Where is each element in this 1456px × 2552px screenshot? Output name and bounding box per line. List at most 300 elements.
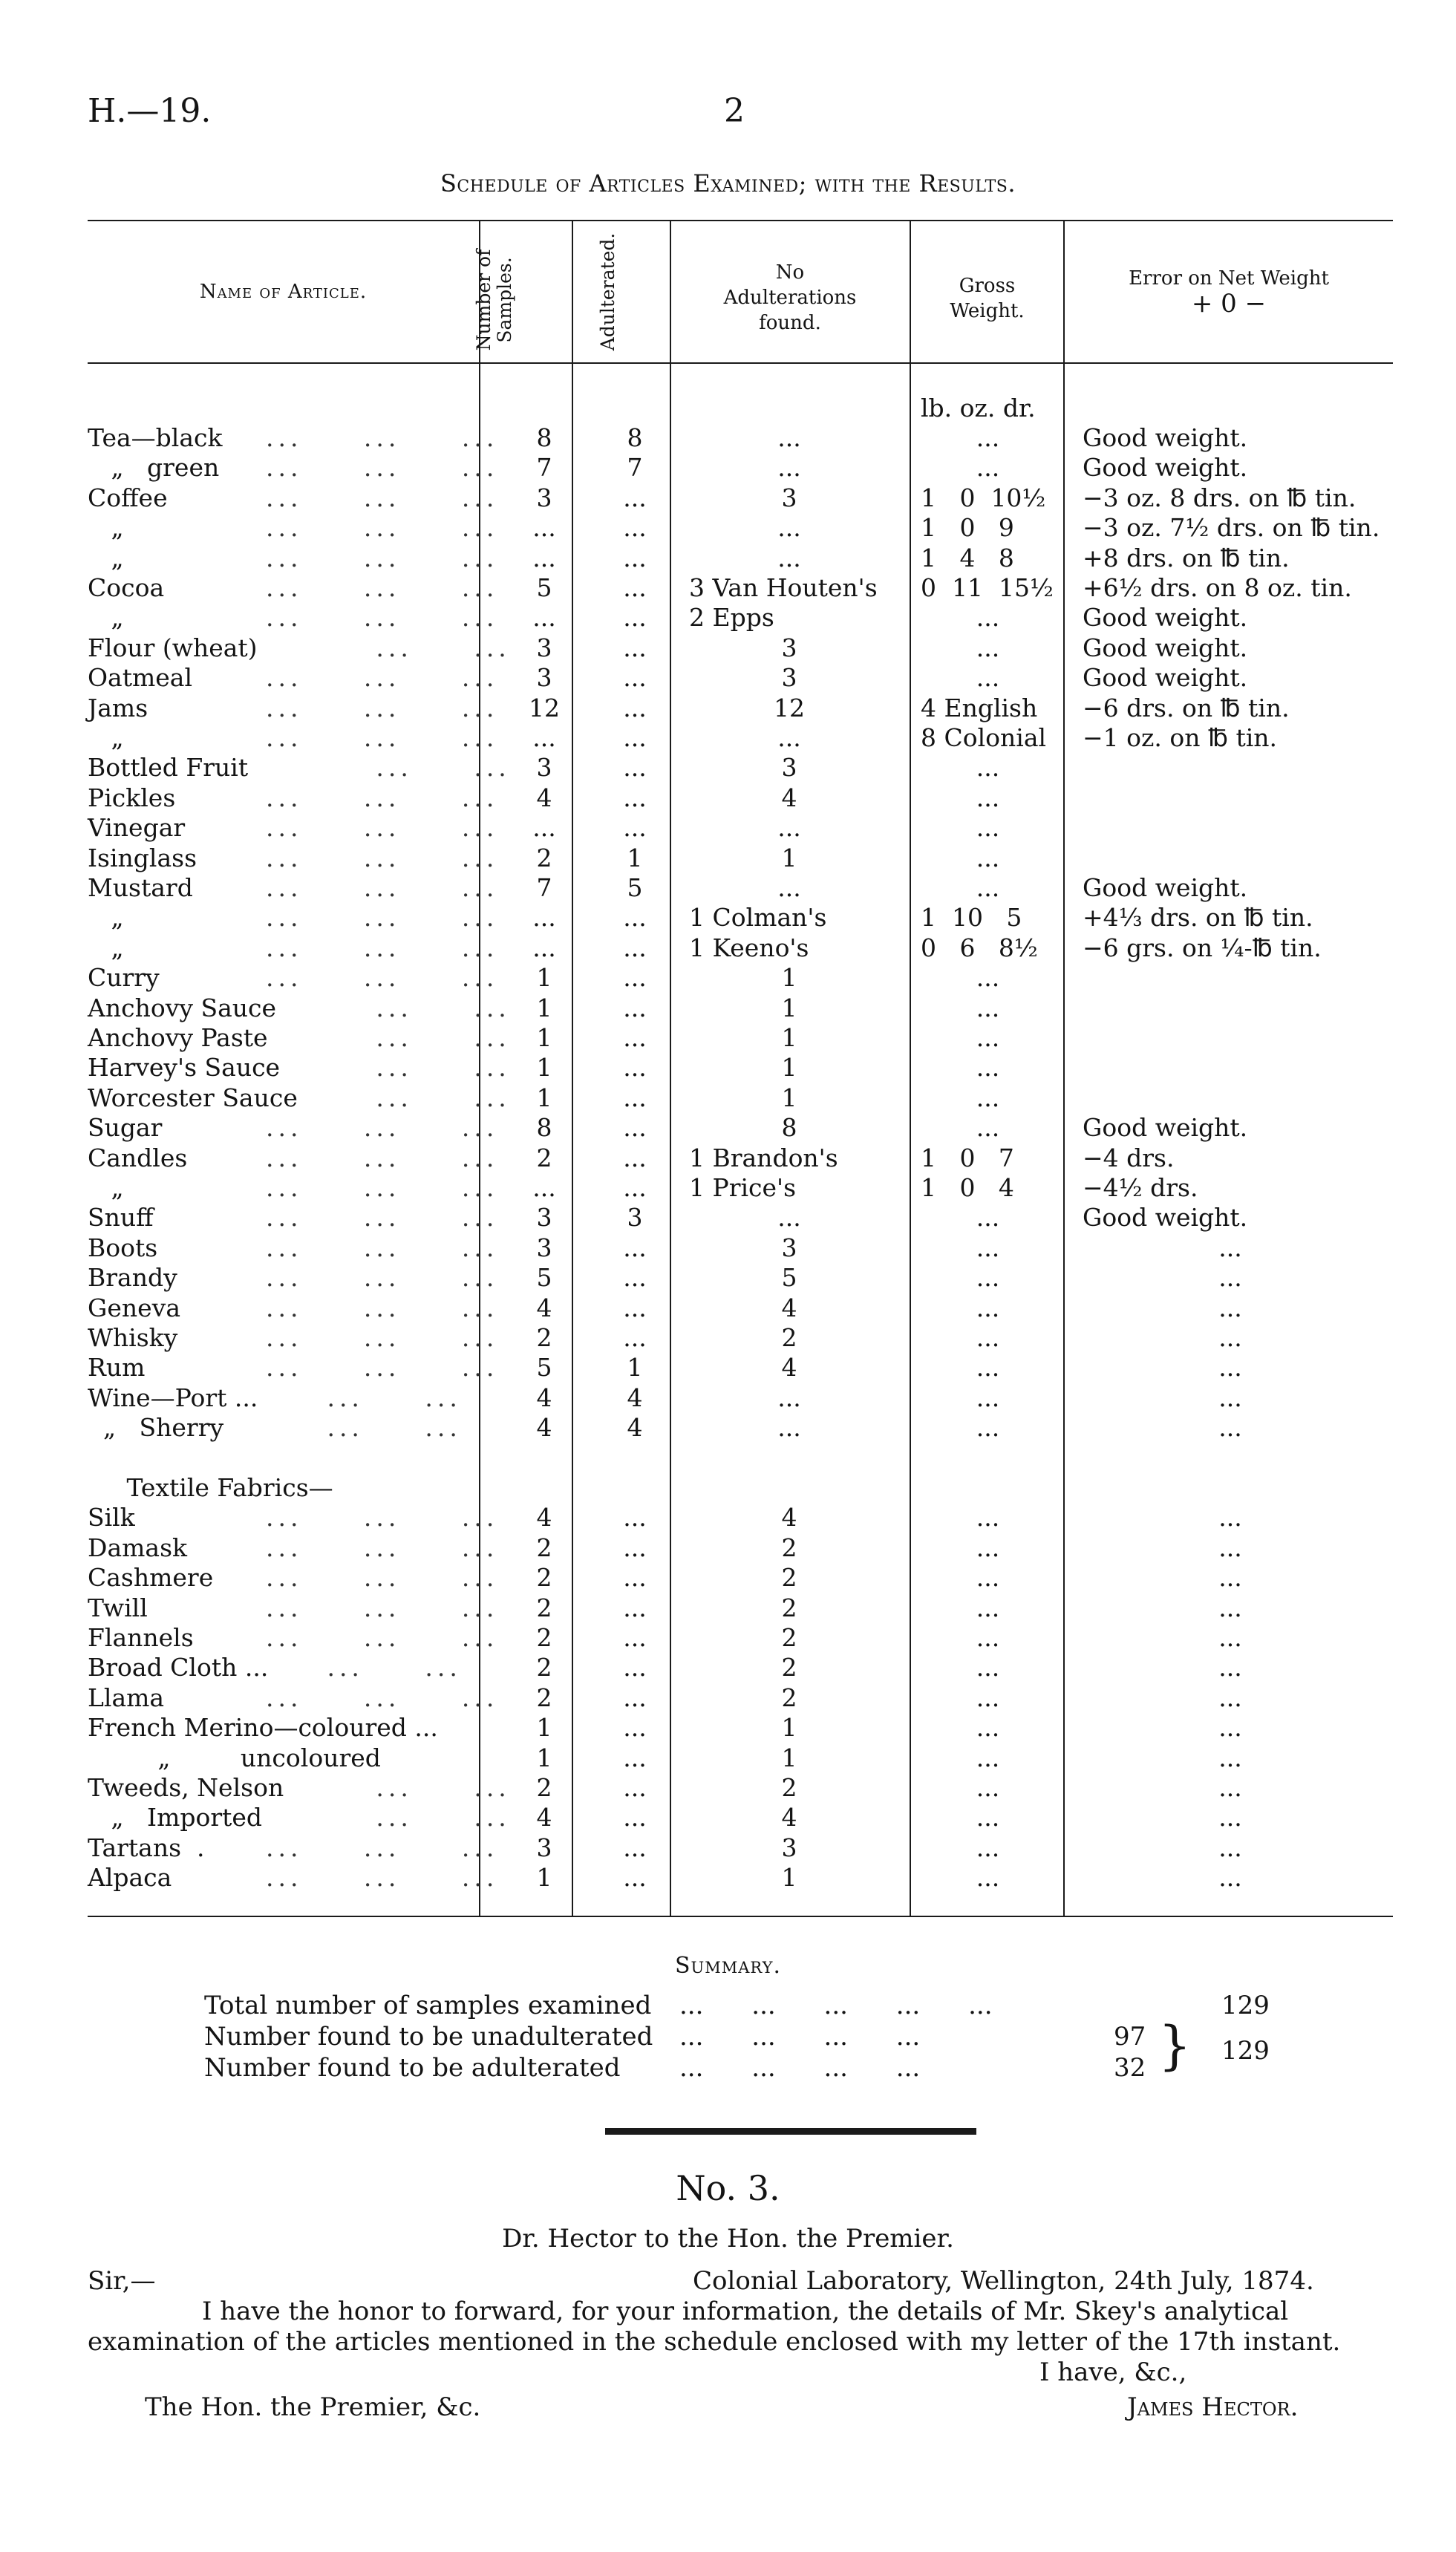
- gross-weight: 1 0 7: [921, 1143, 1014, 1172]
- letter-place-date: Colonial Laboratory, Wellington, 24th July, 1874.: [693, 2266, 1314, 2296]
- adulterated-count: ...: [623, 1623, 647, 1652]
- gross-weight: 0 6 8½: [921, 933, 1038, 962]
- samples-count: 4: [536, 1383, 552, 1412]
- no-adulterations-found: 4: [781, 1353, 797, 1383]
- gross-weight: ...: [976, 1233, 1000, 1262]
- no-adulterations-found: 1: [781, 1053, 797, 1083]
- article-name: Anchovy Sauce: [88, 993, 277, 1022]
- no-adulterations-found: 12: [774, 693, 805, 722]
- article-name: Boots: [88, 1233, 158, 1262]
- gross-weight: ...: [976, 663, 1000, 693]
- article-name: Pickles: [88, 783, 176, 812]
- no-adulterations-found: 3: [781, 1233, 797, 1262]
- net-weight-error: Good weight.: [1083, 603, 1248, 633]
- net-weight-error: −6 drs. on ℔ tin.: [1083, 693, 1290, 722]
- adulterated-count: ...: [623, 1263, 647, 1293]
- article-name: „: [88, 903, 124, 933]
- samples-count: 4: [536, 1413, 552, 1443]
- column-header-error: [1065, 266, 1393, 319]
- gross-weight: ...: [976, 1623, 1000, 1652]
- samples-count: 5: [536, 1353, 552, 1383]
- no-adulterations-found: 1: [781, 1743, 797, 1772]
- no-adulterations-found: 3: [781, 663, 797, 693]
- leader-dots: ... ... ...: [266, 783, 499, 812]
- summary-label: Number found to be adulterated: [204, 2053, 621, 2083]
- samples-count: 2: [536, 1773, 552, 1802]
- gross-weight: ...: [976, 963, 1000, 993]
- letter-signature: James Hector.: [1127, 2392, 1299, 2422]
- gross-weight: ...: [976, 873, 1000, 902]
- leader-dots: ... ... ...: [266, 1113, 499, 1143]
- leader-dots: ... ... ...: [266, 1563, 499, 1593]
- article-name: Rum: [88, 1353, 146, 1383]
- adulterated-count: 3: [627, 1203, 643, 1233]
- leader-dots: ... ... ...: [266, 1173, 499, 1202]
- no-adulterations-found: 4: [781, 1803, 797, 1833]
- column-header-error-line2: + 0 −: [1191, 289, 1267, 319]
- leader-dots: ... ... ...: [266, 1503, 499, 1533]
- article-name: Coffee: [88, 483, 168, 512]
- samples-count: 1: [536, 963, 552, 993]
- samples-count: 2: [536, 1593, 552, 1622]
- leader-dots: ... ...: [266, 753, 511, 783]
- adulterated-count: 5: [627, 873, 643, 902]
- no-adulterations-found: ...: [777, 543, 801, 572]
- no-adulterations-found: 2 Epps: [689, 603, 774, 633]
- adulterated-count: ...: [623, 1023, 647, 1052]
- leader-dots: ... ...: [266, 1083, 511, 1112]
- samples-count: 1: [536, 1053, 552, 1083]
- article-name: Worcester Sauce: [88, 1083, 298, 1112]
- column-header-gross-weight: [911, 273, 1063, 324]
- gross-weight: ...: [976, 1683, 1000, 1712]
- article-name: Cocoa: [88, 573, 165, 602]
- leader-dots: ... ... ...: [266, 1863, 499, 1893]
- gross-weight: ...: [976, 453, 1000, 483]
- no-adulterations-found: 3: [781, 753, 797, 783]
- adulterated-count: 7: [627, 453, 643, 483]
- gross-weight: ...: [976, 1563, 1000, 1593]
- leader-dots: ... ...: [266, 1803, 511, 1833]
- samples-count: 3: [536, 483, 552, 512]
- article-name: Alpaca: [88, 1863, 172, 1893]
- gross-weight: ...: [976, 1713, 1000, 1743]
- no-adulterations-found: 8: [781, 1113, 797, 1143]
- article-name: Llama: [88, 1683, 165, 1712]
- adulterated-count: ...: [623, 1143, 647, 1172]
- samples-count: 5: [536, 573, 552, 602]
- gross-weight: 1 0 4: [921, 1173, 1014, 1202]
- table-bottom-rule: [88, 1916, 1393, 1917]
- samples-count: 3: [536, 753, 552, 783]
- no-adulterations-found: 3: [781, 1833, 797, 1862]
- gross-weight: ...: [976, 993, 1000, 1022]
- leader-dots: ... ... ...: [266, 903, 499, 933]
- gross-weight: 1 0 9: [921, 513, 1014, 543]
- leader-dots: ... ... ...: [266, 1323, 499, 1352]
- gross-weight: 1 4 8: [921, 543, 1014, 572]
- no-adulterations-found: 1: [781, 993, 797, 1022]
- article-name: French Merino—coloured ...: [88, 1713, 438, 1743]
- column-header-no-adulterations-line3: found.: [759, 312, 821, 334]
- gross-weight: 1 0 10½: [921, 483, 1046, 512]
- adulterated-count: 1: [627, 1353, 643, 1383]
- net-weight-error: ...: [1218, 1413, 1242, 1443]
- gross-weight: ...: [976, 1323, 1000, 1352]
- article-name: Damask: [88, 1533, 188, 1562]
- letter-number: No. 3.: [676, 2168, 780, 2208]
- samples-count: 8: [536, 1113, 552, 1143]
- leader-dots: ... ... ...: [266, 453, 499, 483]
- adulterated-count: ...: [623, 1803, 647, 1833]
- brace-icon: }: [1158, 2015, 1192, 2076]
- gross-weight: 0 11 15½: [921, 573, 1054, 602]
- letter-heading: Dr. Hector to the Hon. the Premier.: [502, 2224, 954, 2254]
- adulterated-count: 1: [627, 843, 643, 872]
- net-weight-error: Good weight.: [1083, 663, 1248, 693]
- samples-count: ...: [532, 543, 556, 572]
- samples-count: 1: [536, 1863, 552, 1893]
- gross-weight: ...: [976, 1023, 1000, 1052]
- article-name: Cashmere: [88, 1563, 214, 1593]
- no-adulterations-found: ...: [777, 453, 801, 483]
- net-weight-error: ...: [1218, 1863, 1242, 1893]
- adulterated-count: ...: [623, 483, 647, 512]
- summary-value: 97: [1114, 2022, 1146, 2052]
- no-adulterations-found: 1 Brandon's: [689, 1143, 838, 1172]
- leader-dots: ... ... ...: [266, 963, 499, 993]
- gross-weight: ...: [976, 1053, 1000, 1083]
- leader-dots: ... ...: [266, 1653, 462, 1683]
- article-name: Broad Cloth ...: [88, 1653, 269, 1683]
- article-name: Tartans .: [88, 1833, 205, 1862]
- leader-dots: ... ... ...: [266, 843, 499, 872]
- samples-count: 3: [536, 1233, 552, 1262]
- gross-weight: ...: [976, 1533, 1000, 1562]
- samples-count: 1: [536, 1713, 552, 1743]
- samples-count: ...: [532, 723, 556, 752]
- net-weight-error: +4⅓ drs. on ℔ tin.: [1083, 903, 1313, 933]
- net-weight-error: ...: [1218, 1623, 1242, 1652]
- letter-body-line1: I have the honor to forward, for your information, the details of Mr. Skey's analytical: [202, 2297, 1289, 2326]
- no-adulterations-found: 5: [781, 1263, 797, 1293]
- article-name: Flannels: [88, 1623, 194, 1652]
- samples-count: 4: [536, 1503, 552, 1533]
- net-weight-error: +8 drs. on ℔ tin.: [1083, 543, 1290, 572]
- gross-weight: ...: [976, 1743, 1000, 1772]
- adulterated-count: ...: [623, 1563, 647, 1593]
- net-weight-error: ...: [1218, 1563, 1242, 1593]
- net-weight-error: ...: [1218, 1233, 1242, 1262]
- no-adulterations-found: 4: [781, 1293, 797, 1322]
- column-header-no-adulterations-line2: Adulterations: [723, 287, 857, 309]
- gross-weight: ...: [976, 1293, 1000, 1322]
- article-name: Mustard: [88, 873, 193, 902]
- gross-weight: ...: [976, 1203, 1000, 1233]
- samples-count: ...: [532, 603, 556, 633]
- leader-dots: ... ... ...: [266, 663, 499, 693]
- schedule-title: Schedule of Articles Examined; with the Results.: [440, 169, 1016, 198]
- summary-brace-total: 129: [1221, 2036, 1270, 2066]
- no-adulterations-found: 1 Price's: [689, 1173, 797, 1202]
- document-reference: H.—19.: [88, 92, 212, 130]
- adulterated-count: ...: [623, 663, 647, 693]
- net-weight-error: ...: [1218, 1503, 1242, 1533]
- gross-weight: 1 10 5: [921, 903, 1022, 933]
- no-adulterations-found: 1: [781, 1713, 797, 1743]
- summary-row-unadulterated: [204, 2021, 1146, 2052]
- gross-weight: ...: [976, 1383, 1000, 1412]
- samples-count: ...: [532, 1173, 556, 1202]
- net-weight-error: −4½ drs.: [1083, 1173, 1198, 1202]
- adulterated-count: ...: [623, 1593, 647, 1622]
- adulterated-count: ...: [623, 993, 647, 1022]
- leader-dots: ... ...: [266, 1773, 511, 1802]
- article-name: Wine—Port ...: [88, 1383, 258, 1412]
- summary-label: Total number of samples examined: [204, 1991, 652, 2020]
- article-name: Isinglass: [88, 843, 197, 872]
- no-adulterations-found: 3 Van Houten's: [689, 573, 878, 602]
- samples-count: ...: [532, 903, 556, 933]
- summary-row-total: [204, 1990, 1270, 2021]
- summary-row-adulterated: [204, 2052, 1146, 2083]
- article-name: Brandy: [88, 1263, 177, 1293]
- net-weight-error: Good weight.: [1083, 1203, 1248, 1233]
- column-header-name: Name of Article.: [199, 281, 368, 303]
- samples-count: ...: [532, 513, 556, 543]
- adulterated-count: ...: [623, 1533, 647, 1562]
- net-weight-error: ...: [1218, 1713, 1242, 1743]
- samples-count: 3: [536, 633, 552, 662]
- article-name: „: [88, 723, 124, 752]
- samples-count: 3: [536, 1833, 552, 1862]
- net-weight-error: −3 oz. 8 drs. on ℔ tin.: [1083, 483, 1357, 512]
- net-weight-error: ...: [1218, 1293, 1242, 1322]
- leader-dots: ... ... ...: [266, 1143, 499, 1172]
- no-adulterations-found: 2: [781, 1773, 797, 1802]
- leader-dots: ... ... ...: [266, 693, 499, 722]
- leader-dots: ... ...: [266, 633, 511, 662]
- adulterated-count: ...: [623, 723, 647, 752]
- samples-count: 2: [536, 1323, 552, 1352]
- adulterated-count: ...: [623, 1173, 647, 1202]
- letter-addressee: The Hon. the Premier, &c.: [145, 2392, 481, 2422]
- column-header-adulterated: Adulterated.: [597, 232, 618, 351]
- net-weight-error: ...: [1218, 1533, 1242, 1562]
- gross-weight: ...: [976, 1863, 1000, 1893]
- net-weight-error: Good weight.: [1083, 1113, 1248, 1143]
- article-name: Twill: [88, 1593, 148, 1622]
- no-adulterations-found: 1: [781, 963, 797, 993]
- no-adulterations-found: 1 Keeno's: [689, 933, 809, 962]
- samples-count: 5: [536, 1263, 552, 1293]
- summary-label: Number found to be unadulterated: [204, 2022, 653, 2052]
- leader-dots: ... ... ...: [266, 1263, 499, 1293]
- samples-count: 2: [536, 1143, 552, 1172]
- article-name: Flour (wheat): [88, 633, 258, 662]
- letter-body-line2: examination of the articles mentioned in the schedule enclosed with my letter of the 17th instant.: [88, 2327, 1341, 2357]
- samples-count: 2: [536, 843, 552, 872]
- letter-salutation: Sir,—: [88, 2266, 156, 2296]
- article-name: „ uncoloured: [88, 1743, 381, 1772]
- article-name: Candles: [88, 1143, 188, 1172]
- article-name: „: [88, 543, 124, 572]
- samples-count: 4: [536, 783, 552, 812]
- column-divider: [910, 220, 911, 1916]
- samples-count: 2: [536, 1533, 552, 1562]
- no-adulterations-found: 1: [781, 1083, 797, 1112]
- summary-dots: ... ... ... ...: [679, 2022, 921, 2052]
- net-weight-error: ...: [1218, 1353, 1242, 1383]
- summary-value: 32: [1114, 2053, 1146, 2083]
- net-weight-error: ...: [1218, 1833, 1242, 1862]
- article-name: „: [88, 933, 124, 962]
- no-adulterations-found: 2: [781, 1623, 797, 1652]
- adulterated-count: ...: [623, 633, 647, 662]
- adulterated-count: 4: [627, 1383, 643, 1412]
- adulterated-count: ...: [623, 1743, 647, 1772]
- net-weight-error: ...: [1218, 1683, 1242, 1712]
- adulterated-count: 8: [627, 423, 643, 452]
- no-adulterations-found: 2: [781, 1323, 797, 1352]
- samples-count: ...: [532, 813, 556, 843]
- adulterated-count: ...: [623, 513, 647, 543]
- article-name: Snuff: [88, 1203, 154, 1233]
- gross-weight: ...: [976, 423, 1000, 452]
- gross-weight: ...: [976, 1833, 1000, 1862]
- adulterated-count: 4: [627, 1413, 643, 1443]
- letter-closing: I have, &c.,: [1039, 2357, 1187, 2387]
- article-name: Bottled Fruit: [88, 753, 249, 783]
- article-name: „: [88, 603, 124, 633]
- net-weight-error: ...: [1218, 1803, 1242, 1833]
- article-name: Tweeds, Nelson: [88, 1773, 284, 1802]
- gross-weight: ...: [976, 1803, 1000, 1833]
- article-name: Curry: [88, 963, 160, 993]
- leader-dots: ... ... ...: [266, 1203, 499, 1233]
- column-header-no-adulterations-line1: No: [775, 261, 805, 284]
- gross-weight: ...: [976, 843, 1000, 872]
- adulterated-count: ...: [623, 1713, 647, 1743]
- article-name: Whisky: [88, 1323, 178, 1352]
- leader-dots: ... ... ...: [266, 1623, 499, 1652]
- net-weight-error: Good weight.: [1083, 873, 1248, 902]
- adulterated-count: ...: [623, 693, 647, 722]
- samples-count: 1: [536, 1023, 552, 1052]
- samples-count: 7: [536, 873, 552, 902]
- article-name: „ green: [88, 453, 220, 483]
- no-adulterations-found: ...: [777, 813, 801, 843]
- samples-count: 1: [536, 1083, 552, 1112]
- adulterated-count: ...: [623, 1323, 647, 1352]
- gross-weight: ...: [976, 1503, 1000, 1533]
- no-adulterations-found: 1: [781, 1863, 797, 1893]
- no-adulterations-found: 1: [781, 843, 797, 872]
- no-adulterations-found: ...: [777, 423, 801, 452]
- net-weight-error: ...: [1218, 1653, 1242, 1683]
- summary-title: Summary.: [675, 1953, 781, 1979]
- gross-weight: ...: [976, 1653, 1000, 1683]
- leader-dots: ... ... ...: [266, 603, 499, 633]
- article-name: Textile Fabrics—: [88, 1473, 333, 1502]
- section-separator: [605, 2128, 976, 2135]
- net-weight-error: ...: [1218, 1323, 1242, 1352]
- no-adulterations-found: ...: [777, 1413, 801, 1443]
- no-adulterations-found: ...: [777, 513, 801, 543]
- article-name: Tea—black: [88, 423, 223, 452]
- gross-weight: ...: [976, 1353, 1000, 1383]
- net-weight-error: ...: [1218, 1383, 1242, 1412]
- samples-count: 2: [536, 1563, 552, 1593]
- samples-count: ...: [532, 933, 556, 962]
- leader-dots: ... ...: [266, 1413, 462, 1443]
- no-adulterations-found: 4: [781, 1503, 797, 1533]
- leader-dots: ... ... ...: [266, 1593, 499, 1622]
- no-adulterations-found: ...: [777, 1383, 801, 1412]
- adulterated-count: ...: [623, 543, 647, 572]
- adulterated-count: ...: [623, 1653, 647, 1683]
- net-weight-error: +6½ drs. on 8 oz. tin.: [1083, 573, 1352, 602]
- net-weight-error: −4 drs.: [1083, 1143, 1175, 1172]
- no-adulterations-found: 1 Colman's: [689, 903, 827, 933]
- article-name: „ Sherry: [88, 1413, 224, 1443]
- leader-dots: ... ... ...: [266, 1293, 499, 1322]
- no-adulterations-found: ...: [777, 723, 801, 752]
- samples-count: 4: [536, 1803, 552, 1833]
- leader-dots: ... ... ...: [266, 1233, 499, 1262]
- net-weight-error: −6 grs. on ¼-℔ tin.: [1083, 933, 1322, 962]
- leader-dots: ... ... ...: [266, 513, 499, 543]
- article-name: „: [88, 1173, 124, 1202]
- column-header-error-line1: Error on Net Weight: [1129, 267, 1329, 290]
- samples-count: 2: [536, 1623, 552, 1652]
- adulterated-count: ...: [623, 1833, 647, 1862]
- no-adulterations-found: 4: [781, 783, 797, 812]
- no-adulterations-found: ...: [777, 873, 801, 902]
- net-weight-error: Good weight.: [1083, 423, 1248, 452]
- leader-dots: ... ... ...: [266, 1683, 499, 1712]
- leader-dots: ... ...: [266, 993, 511, 1022]
- net-weight-error: ...: [1218, 1593, 1242, 1622]
- no-adulterations-found: 2: [781, 1683, 797, 1712]
- page-number: 2: [724, 92, 745, 130]
- leader-dots: ... ... ...: [266, 1533, 499, 1562]
- samples-count: 2: [536, 1653, 552, 1683]
- gross-weight-units: lb. oz. dr.: [921, 394, 1036, 422]
- gross-weight: 8 Colonial: [921, 723, 1047, 752]
- leader-dots: ... ... ...: [266, 423, 499, 452]
- leader-dots: ... ... ...: [266, 813, 499, 843]
- adulterated-count: ...: [623, 783, 647, 812]
- net-weight-error: ...: [1218, 1773, 1242, 1802]
- leader-dots: ... ... ...: [266, 873, 499, 902]
- summary-value: 129: [1221, 1991, 1270, 2020]
- samples-count: 3: [536, 1203, 552, 1233]
- net-weight-error: Good weight.: [1083, 633, 1248, 662]
- leader-dots: ... ... ...: [266, 573, 499, 602]
- net-weight-error: −3 oz. 7½ drs. on ℔ tin.: [1083, 513, 1380, 543]
- no-adulterations-found: 3: [781, 483, 797, 512]
- table-header-rule: [88, 362, 1393, 364]
- column-header-samples: Number of Samples.: [473, 249, 515, 351]
- article-name: Oatmeal: [88, 663, 193, 693]
- adulterated-count: ...: [623, 933, 647, 962]
- article-name: „ Imported: [88, 1803, 263, 1833]
- column-header-gross-line1: Gross: [959, 275, 1016, 297]
- article-name: Anchovy Paste: [88, 1023, 268, 1052]
- adulterated-count: ...: [623, 963, 647, 993]
- leader-dots: ... ...: [266, 1383, 462, 1412]
